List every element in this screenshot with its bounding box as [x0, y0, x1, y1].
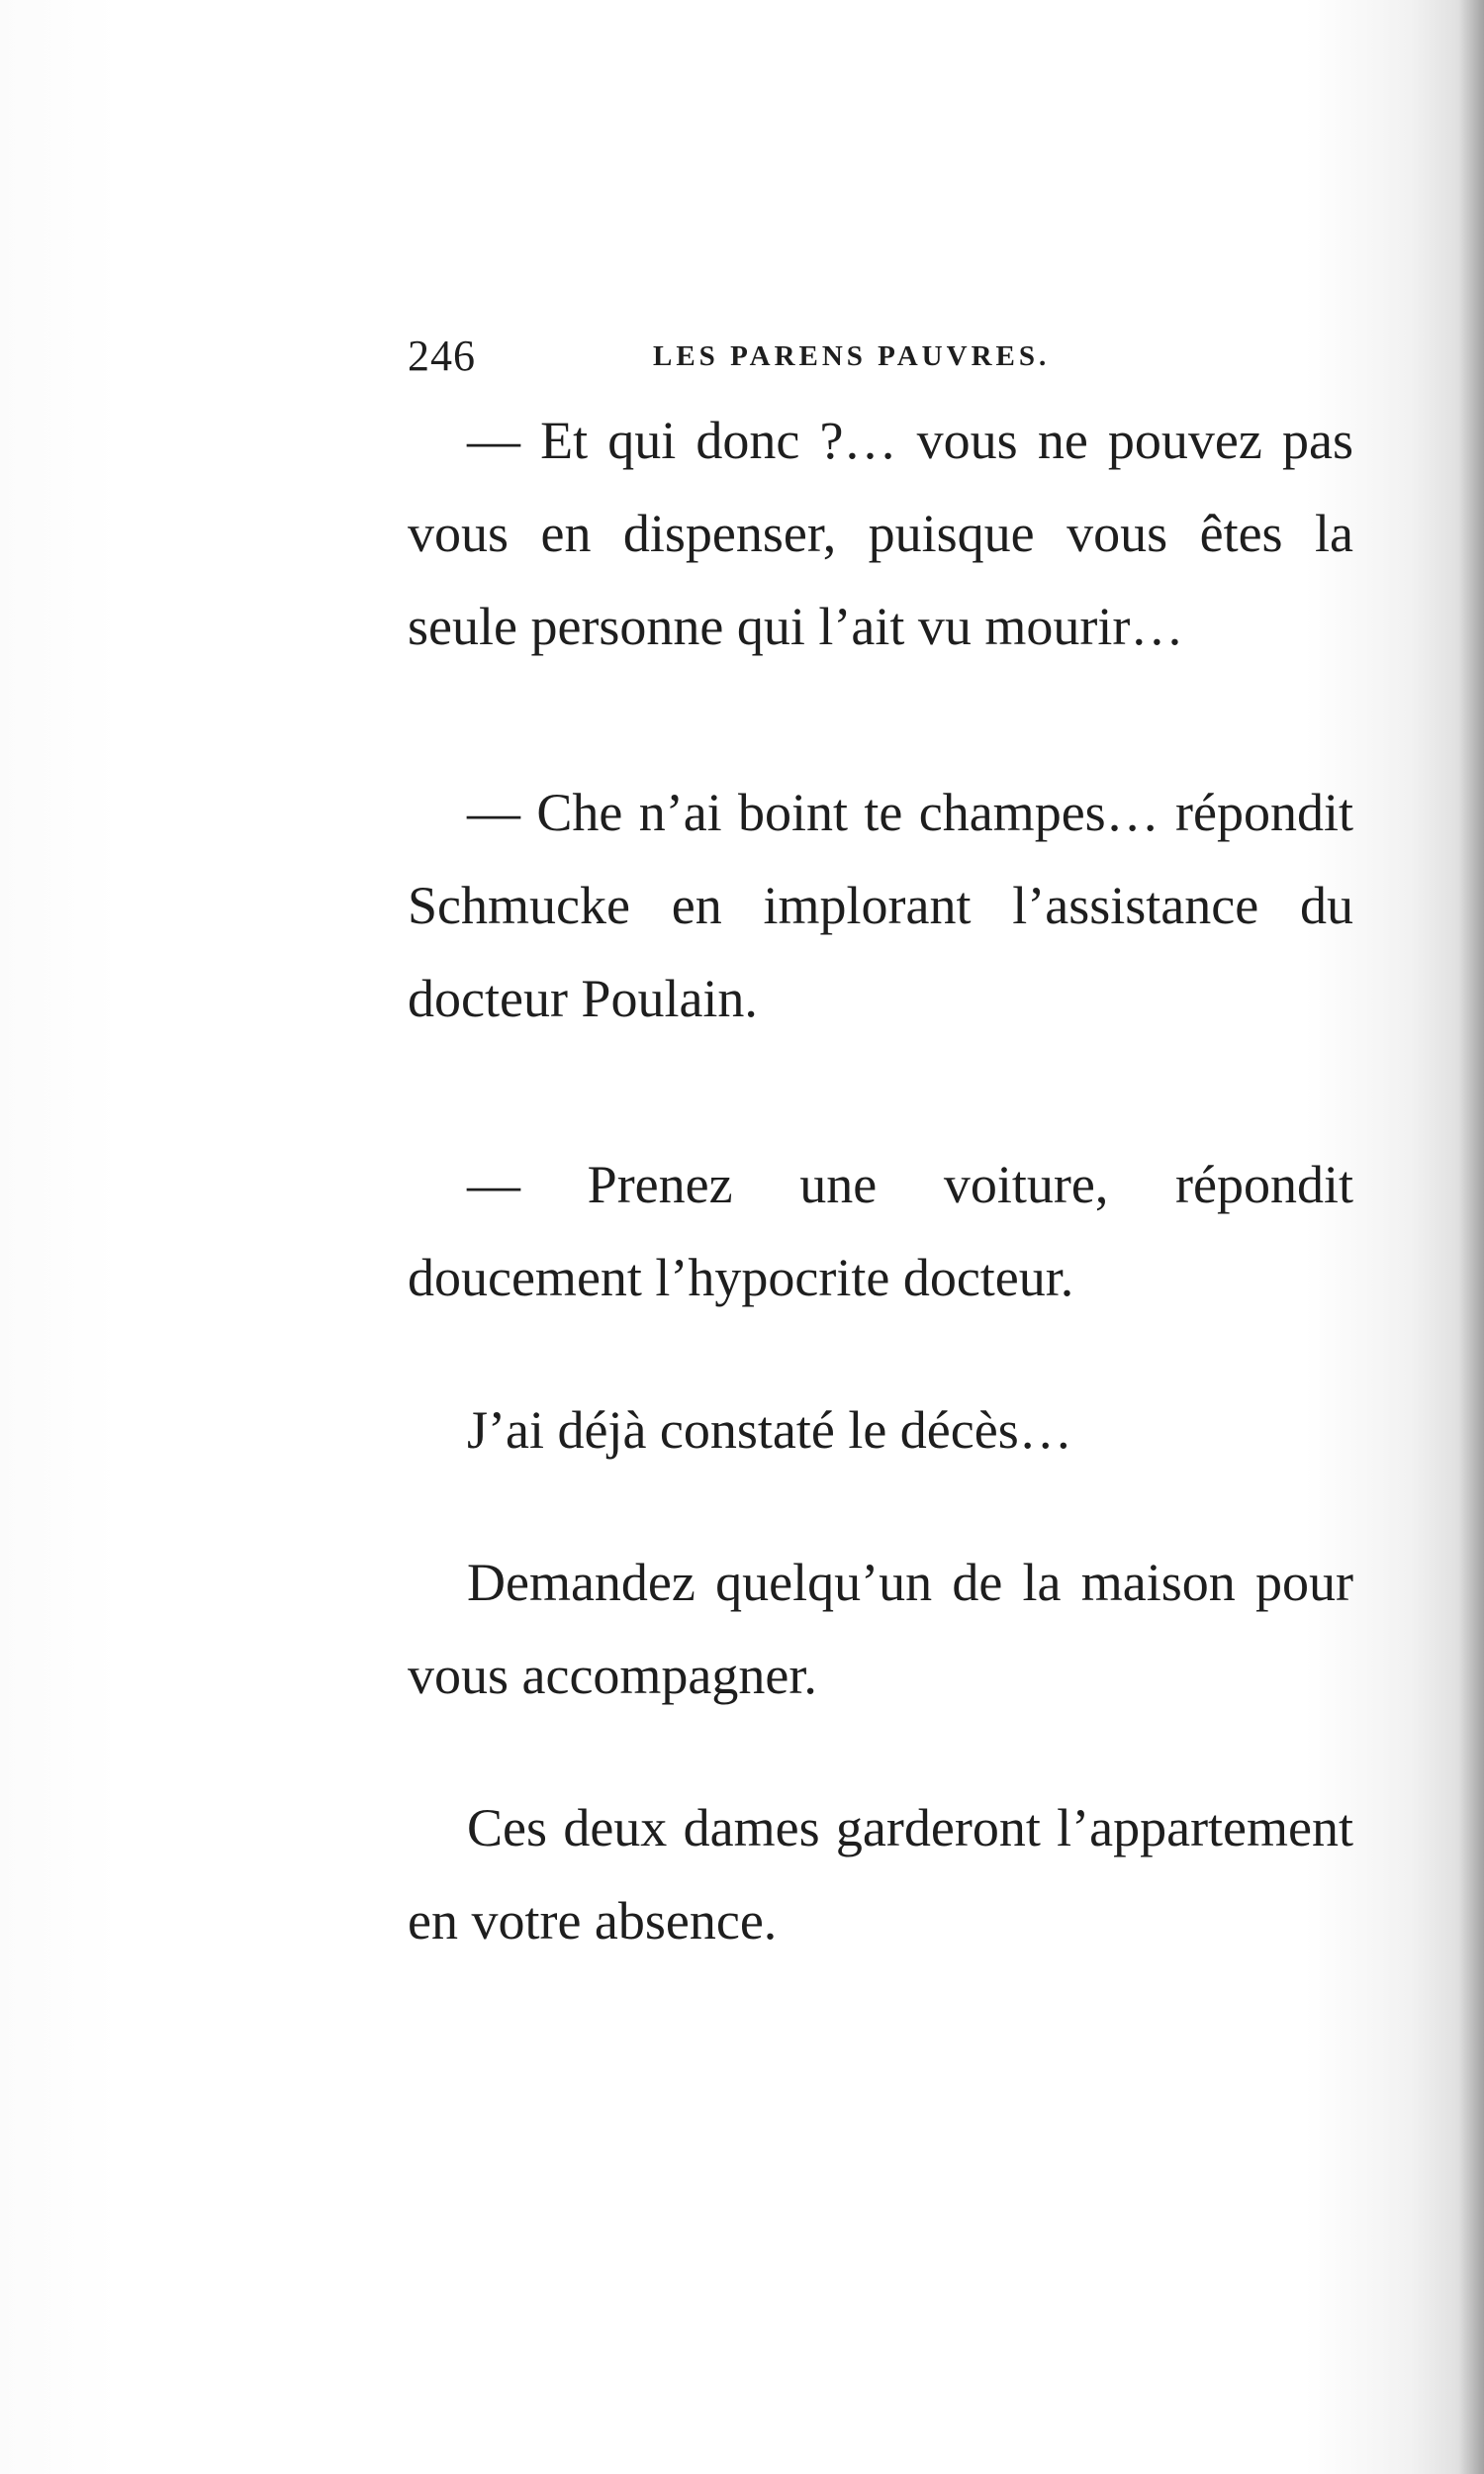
paragraph-5: Demandez quelqu’un de la maison pour vous accompagner.: [408, 1553, 1353, 1705]
page-header: [408, 317, 1353, 380]
page-edge-shadow: [1458, 0, 1484, 2474]
paragraph-4: J’ai déjà constaté le décès…: [467, 1400, 1072, 1460]
running-title: LES PARENS PAUVRES.: [653, 340, 1051, 372]
paragraph-1: — Et qui donc ?… vous ne pouvez pas vous en dispenser, puisque vous êtes la seule personne qui l’ait vu mourir…: [408, 411, 1353, 656]
paragraph-3: — Prenez une voiture, répondit doucement l’hypocrite docteur.: [408, 1155, 1353, 1307]
paragraph-6: Ces deux dames garderont l’appartement en votre absence.: [408, 1798, 1353, 1951]
page-number: 246: [408, 332, 476, 380]
page-text-block: [408, 317, 1353, 1967]
paragraph-2: — Che n’ai boint te champes… répondit Schmucke en implorant l’assistance du docteur Poulain.: [408, 783, 1353, 1028]
